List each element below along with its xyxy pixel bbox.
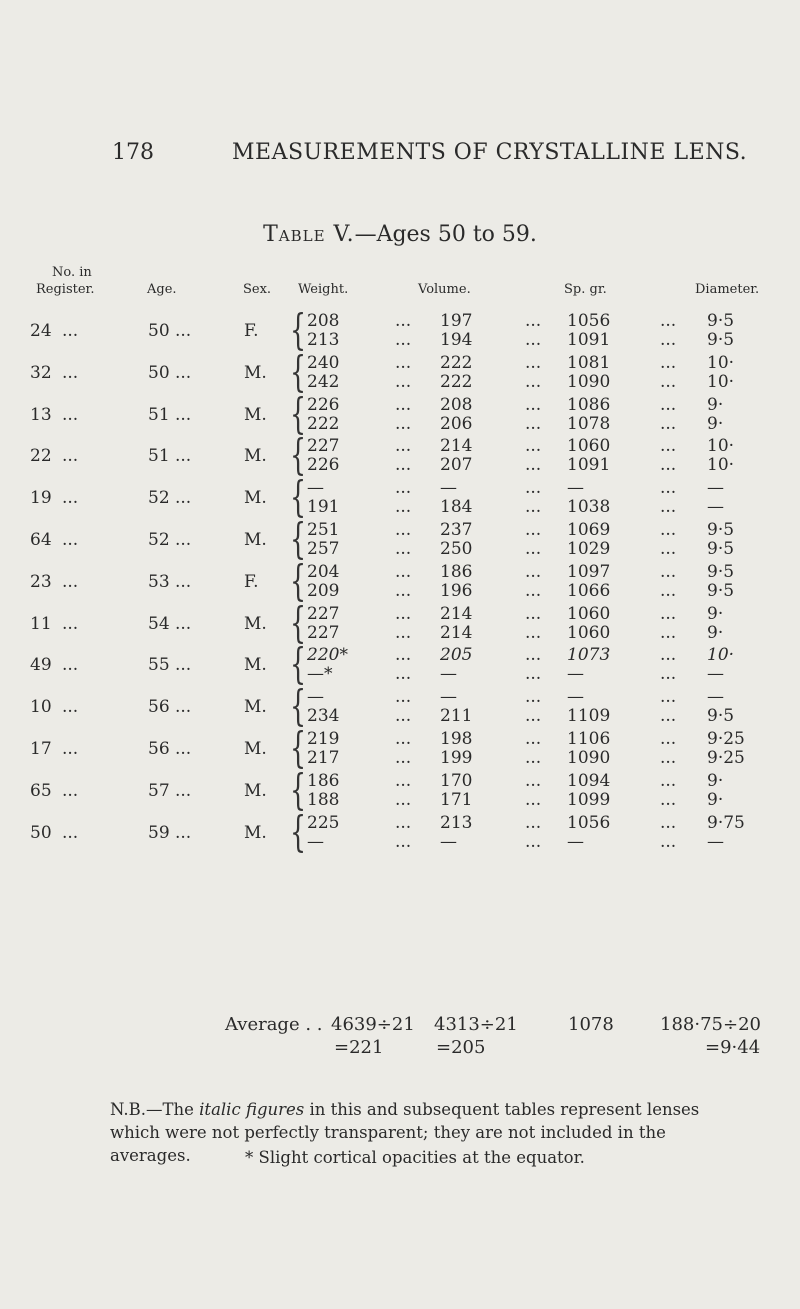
weight-value: 219 (307, 728, 340, 749)
age-value: 50 (148, 362, 170, 383)
leader-dots: ... (395, 394, 412, 415)
table-row (0, 472, 800, 522)
weight-value: 227 (307, 436, 340, 457)
sp-gr-value: 1060 (567, 436, 611, 457)
brace-icon: { (290, 597, 307, 647)
average-label: Average . . (225, 1014, 323, 1035)
table-row (0, 722, 800, 772)
leader-dots: ... (62, 571, 79, 592)
weight-value: 226 (307, 394, 340, 415)
sp-gr-value: 1099 (567, 789, 611, 810)
leader-dots: ... (395, 728, 412, 749)
leader-dots: ... (395, 455, 412, 476)
register-number: 23 (30, 571, 52, 592)
leader-dots: ... (525, 455, 542, 476)
leader-dots: ... (525, 747, 542, 768)
table-caption-rest: —Ages 50 to 59. (354, 222, 537, 247)
weight-value: 209 (307, 580, 340, 601)
leader-dots: ... (395, 413, 412, 434)
volume-value: — (440, 664, 457, 685)
leader-dots: ... (525, 789, 542, 810)
leader-dots: ... (395, 311, 412, 331)
sex-value: M. (244, 780, 267, 801)
leader-dots: ... (175, 529, 192, 550)
sp-gr-value: 1094 (567, 770, 611, 791)
leader-dots: ... (525, 478, 542, 499)
table-caption (0, 222, 800, 247)
table-row (0, 764, 800, 814)
table-body (0, 305, 800, 856)
footnote: * Slight cortical opacities at the equator. (245, 1148, 585, 1167)
register-number: 65 (30, 780, 52, 801)
sp-gr-value: 1109 (567, 706, 611, 727)
sp-gr-value: — (567, 687, 584, 708)
leader-dots: ... (395, 352, 412, 373)
sp-gr-value: 1097 (567, 561, 611, 582)
diameter-value: 9·5 (707, 580, 735, 601)
nb-prefix: N.B.—The (110, 1100, 194, 1119)
leader-dots: ... (660, 519, 677, 540)
weight-value: 208 (307, 311, 340, 331)
brace-icon: { (290, 639, 307, 689)
diameter-value: 10· (707, 352, 735, 373)
diameter-value: 10· (707, 436, 735, 457)
leader-dots: ... (660, 645, 677, 666)
diameter-value: 10· (707, 455, 735, 476)
sp-gr-value: 1056 (567, 311, 611, 331)
weight-value: — (307, 478, 324, 499)
leader-dots: ... (660, 664, 677, 685)
leader-dots: ... (525, 519, 542, 540)
leader-dots: ... (175, 321, 192, 341)
leader-dots: ... (175, 822, 192, 843)
leader-dots: ... (525, 561, 542, 582)
sex-value: M. (244, 488, 267, 509)
diameter-value: 9· (707, 789, 724, 810)
leader-dots: ... (660, 580, 677, 601)
brace-icon: { (290, 722, 307, 772)
table-row (0, 806, 800, 856)
leader-dots: ... (660, 330, 677, 350)
age-value: 59 (148, 822, 170, 843)
leader-dots: ... (660, 394, 677, 415)
volume-value: — (440, 687, 457, 708)
weight-value: 213 (307, 330, 340, 350)
leader-dots: ... (660, 706, 677, 727)
sex-value: M. (244, 404, 267, 425)
leader-dots: ... (660, 371, 677, 392)
weight-value: 204 (307, 561, 340, 582)
leader-dots: ... (525, 413, 542, 434)
brace-icon: { (290, 346, 307, 396)
leader-dots: ... (660, 561, 677, 582)
volume-value: 214 (440, 622, 473, 643)
register-number: 32 (30, 362, 52, 383)
leader-dots: ... (395, 603, 412, 624)
leader-dots: ... (175, 738, 192, 759)
sex-value: M. (244, 362, 267, 383)
leader-dots: ... (525, 622, 542, 643)
leader-dots: ... (525, 812, 542, 833)
leader-dots: ... (395, 436, 412, 457)
leader-dots: ... (660, 770, 677, 791)
diameter-value: 9· (707, 603, 724, 624)
sp-gr-value: 1091 (567, 330, 611, 350)
leader-dots: ... (175, 362, 192, 383)
header-sp-gr: Sp. gr. (564, 282, 607, 297)
table-label: Table V. (263, 222, 355, 247)
weight-value: 217 (307, 747, 340, 768)
leader-dots: ... (525, 497, 542, 518)
leader-dots: ... (62, 613, 79, 634)
sp-gr-value: 1060 (567, 603, 611, 624)
leader-dots: ... (660, 413, 677, 434)
leader-dots: ... (395, 478, 412, 499)
volume-value: 237 (440, 519, 473, 540)
volume-value: 186 (440, 561, 473, 582)
leader-dots: ... (660, 497, 677, 518)
leader-dots: ... (395, 538, 412, 559)
table-row (0, 597, 800, 647)
header-register-line2: Register. (36, 282, 95, 297)
volume-value: 197 (440, 311, 473, 331)
volume-value: 196 (440, 580, 473, 601)
sex-value: M. (244, 822, 267, 843)
leader-dots: ... (175, 697, 192, 718)
header-diameter: Diameter. (695, 282, 760, 297)
sex-value: M. (244, 529, 267, 550)
weight-value: — (307, 687, 324, 708)
leader-dots: ... (660, 478, 677, 499)
running-title: MEASUREMENTS OF CRYSTALLINE LENS. (232, 140, 748, 165)
leader-dots: ... (62, 488, 79, 509)
average-diameter: 188·75÷20 (660, 1014, 761, 1035)
leader-dots: ... (62, 655, 79, 676)
average-volume-result: =205 (436, 1037, 486, 1058)
header-weight: Weight. (298, 282, 349, 297)
leader-dots: ... (525, 706, 542, 727)
brace-icon: { (290, 472, 307, 522)
diameter-value: — (707, 831, 724, 852)
table-row (0, 346, 800, 396)
leader-dots: ... (395, 519, 412, 540)
volume-value: 250 (440, 538, 473, 559)
weight-value: 225 (307, 812, 340, 833)
volume-value: 206 (440, 413, 473, 434)
volume-value: 214 (440, 603, 473, 624)
volume-value: 170 (440, 770, 473, 791)
leader-dots: ... (175, 488, 192, 509)
weight-value: 234 (307, 706, 340, 727)
sex-value: M. (244, 655, 267, 676)
diameter-value: 9·5 (707, 311, 735, 331)
leader-dots: ... (395, 664, 412, 685)
volume-value: 198 (440, 728, 473, 749)
sp-gr-value: 1056 (567, 812, 611, 833)
leader-dots: ... (395, 812, 412, 833)
leader-dots: ... (175, 780, 192, 801)
header-volume: Volume. (418, 282, 471, 297)
sex-value: F. (244, 321, 259, 341)
register-number: 24 (30, 321, 52, 341)
leader-dots: ... (525, 352, 542, 373)
weight-value: 191 (307, 497, 340, 518)
volume-value: 211 (440, 706, 473, 727)
diameter-value: 10· (707, 645, 735, 666)
header-age: Age. (147, 282, 177, 297)
table-row (0, 388, 800, 438)
leader-dots: ... (62, 738, 79, 759)
sp-gr-value: 1081 (567, 352, 611, 373)
table-row (0, 430, 800, 480)
leader-dots: ... (395, 706, 412, 727)
sp-gr-value: 1069 (567, 519, 611, 540)
weight-value: 222 (307, 413, 340, 434)
diameter-value: 9·5 (707, 519, 735, 540)
average-volume: 4313÷21 (434, 1014, 518, 1035)
diameter-value: 9·5 (707, 538, 735, 559)
volume-value: — (440, 831, 457, 852)
leader-dots: ... (660, 687, 677, 708)
leader-dots: ... (395, 561, 412, 582)
volume-value: 184 (440, 497, 473, 518)
table-row (0, 513, 800, 563)
page-number: 178 (112, 140, 154, 165)
diameter-value: 9· (707, 622, 724, 643)
register-number: 49 (30, 655, 52, 676)
weight-value: —* (307, 664, 333, 685)
weight-value: 257 (307, 538, 340, 559)
sex-value: M. (244, 613, 267, 634)
sp-gr-value: 1078 (567, 413, 611, 434)
leader-dots: ... (660, 789, 677, 810)
weight-value: 251 (307, 519, 340, 540)
sp-gr-value: — (567, 478, 584, 499)
leader-dots: ... (175, 446, 192, 467)
leader-dots: ... (525, 664, 542, 685)
sex-value: M. (244, 738, 267, 759)
weight-value: 220* (307, 645, 348, 666)
table-row (0, 305, 800, 354)
diameter-value: 9· (707, 394, 724, 415)
average-diameter-result: =9·44 (705, 1037, 761, 1058)
nb-italic: italic figures (199, 1100, 305, 1119)
register-number: 19 (30, 488, 52, 509)
leader-dots: ... (62, 780, 79, 801)
leader-dots: ... (395, 645, 412, 666)
diameter-value: 9·5 (707, 330, 735, 350)
table-row (0, 555, 800, 605)
leader-dots: ... (525, 645, 542, 666)
leader-dots: ... (525, 538, 542, 559)
age-value: 56 (148, 738, 170, 759)
diameter-value: — (707, 478, 724, 499)
volume-value: 194 (440, 330, 473, 350)
volume-value: 199 (440, 747, 473, 768)
leader-dots: ... (395, 747, 412, 768)
brace-icon: { (290, 806, 307, 856)
age-value: 51 (148, 446, 170, 467)
weight-value: — (307, 831, 324, 852)
leader-dots: ... (525, 687, 542, 708)
diameter-value: 9·25 (707, 728, 745, 749)
volume-value: 205 (440, 645, 473, 666)
leader-dots: ... (660, 311, 677, 331)
average-weight: 4639÷21 (331, 1014, 415, 1035)
age-value: 56 (148, 697, 170, 718)
age-value: 54 (148, 613, 170, 634)
brace-icon: { (290, 305, 307, 354)
volume-value: 213 (440, 812, 473, 833)
volume-value: 214 (440, 436, 473, 457)
nb-rest: in this and subsequent tables represent lenses which were not perfectly transparent; they are not included in the averages. (110, 1100, 700, 1165)
leader-dots: ... (175, 655, 192, 676)
leader-dots: ... (660, 622, 677, 643)
sp-gr-value: 1060 (567, 622, 611, 643)
weight-value: 227 (307, 603, 340, 624)
leader-dots: ... (525, 436, 542, 457)
diameter-value: 9· (707, 770, 724, 791)
leader-dots: ... (62, 822, 79, 843)
leader-dots: ... (525, 330, 542, 350)
register-number: 13 (30, 404, 52, 425)
diameter-value: 9·5 (707, 706, 735, 727)
diameter-value: — (707, 687, 724, 708)
leader-dots: ... (395, 687, 412, 708)
sex-value: M. (244, 446, 267, 467)
leader-dots: ... (660, 436, 677, 457)
diameter-value: — (707, 497, 724, 518)
leader-dots: ... (175, 404, 192, 425)
sp-gr-value: 1090 (567, 371, 611, 392)
weight-value: 242 (307, 371, 340, 392)
weight-value: 227 (307, 622, 340, 643)
leader-dots: ... (525, 770, 542, 791)
brace-icon: { (290, 388, 307, 438)
register-number: 11 (30, 613, 52, 634)
header-sex: Sex. (243, 282, 272, 297)
volume-value: — (440, 478, 457, 499)
age-value: 53 (148, 571, 170, 592)
volume-value: 222 (440, 352, 473, 373)
sp-gr-value: — (567, 831, 584, 852)
header-register-line1: No. in (52, 265, 92, 280)
sp-gr-value: 1066 (567, 580, 611, 601)
volume-value: 207 (440, 455, 473, 476)
table-row (0, 681, 800, 731)
weight-value: 240 (307, 352, 340, 373)
age-value: 50 (148, 321, 170, 341)
age-value: 55 (148, 655, 170, 676)
leader-dots: ... (395, 831, 412, 852)
diameter-value: 9· (707, 413, 724, 434)
brace-icon: { (290, 764, 307, 814)
leader-dots: ... (525, 371, 542, 392)
leader-dots: ... (525, 603, 542, 624)
leader-dots: ... (395, 622, 412, 643)
brace-icon: { (290, 430, 307, 480)
sp-gr-value: 1038 (567, 497, 611, 518)
leader-dots: ... (660, 831, 677, 852)
leader-dots: ... (62, 321, 79, 341)
diameter-value: 9·75 (707, 812, 745, 833)
sp-gr-value: 1106 (567, 728, 611, 749)
leader-dots: ... (62, 697, 79, 718)
leader-dots: ... (395, 330, 412, 350)
sp-gr-value: 1086 (567, 394, 611, 415)
leader-dots: ... (660, 538, 677, 559)
leader-dots: ... (395, 371, 412, 392)
age-value: 57 (148, 780, 170, 801)
leader-dots: ... (395, 497, 412, 518)
weight-value: 186 (307, 770, 340, 791)
table-row (0, 639, 800, 689)
weight-value: 226 (307, 455, 340, 476)
leader-dots: ... (395, 770, 412, 791)
leader-dots: ... (660, 603, 677, 624)
brace-icon: { (290, 681, 307, 731)
age-value: 52 (148, 488, 170, 509)
leader-dots: ... (62, 362, 79, 383)
volume-value: 171 (440, 789, 473, 810)
leader-dots: ... (660, 352, 677, 373)
register-number: 22 (30, 446, 52, 467)
leader-dots: ... (525, 311, 542, 331)
age-value: 52 (148, 529, 170, 550)
register-number: 50 (30, 822, 52, 843)
leader-dots: ... (660, 747, 677, 768)
average-weight-result: =221 (334, 1037, 384, 1058)
volume-value: 222 (440, 371, 473, 392)
sp-gr-value: — (567, 664, 584, 685)
register-number: 64 (30, 529, 52, 550)
sex-value: F. (244, 571, 259, 592)
leader-dots: ... (175, 571, 192, 592)
leader-dots: ... (660, 812, 677, 833)
leader-dots: ... (525, 580, 542, 601)
average-sp-gr: 1078 (568, 1014, 614, 1035)
leader-dots: ... (525, 728, 542, 749)
leader-dots: ... (525, 831, 542, 852)
leader-dots: ... (395, 789, 412, 810)
sex-value: M. (244, 697, 267, 718)
leader-dots: ... (62, 404, 79, 425)
leader-dots: ... (525, 394, 542, 415)
volume-value: 208 (440, 394, 473, 415)
register-number: 10 (30, 697, 52, 718)
brace-icon: { (290, 555, 307, 605)
leader-dots: ... (62, 446, 79, 467)
brace-icon: { (290, 513, 307, 563)
diameter-value: 10· (707, 371, 735, 392)
leader-dots: ... (660, 455, 677, 476)
sp-gr-value: 1091 (567, 455, 611, 476)
sp-gr-value: 1029 (567, 538, 611, 559)
age-value: 51 (148, 404, 170, 425)
leader-dots: ... (175, 613, 192, 634)
weight-value: 188 (307, 789, 340, 810)
register-number: 17 (30, 738, 52, 759)
leader-dots: ... (395, 580, 412, 601)
leader-dots: ... (660, 728, 677, 749)
diameter-value: 9·25 (707, 747, 745, 768)
diameter-value: 9·5 (707, 561, 735, 582)
leader-dots: ... (62, 529, 79, 550)
diameter-value: — (707, 664, 724, 685)
sp-gr-value: 1090 (567, 747, 611, 768)
sp-gr-value: 1073 (567, 645, 611, 666)
